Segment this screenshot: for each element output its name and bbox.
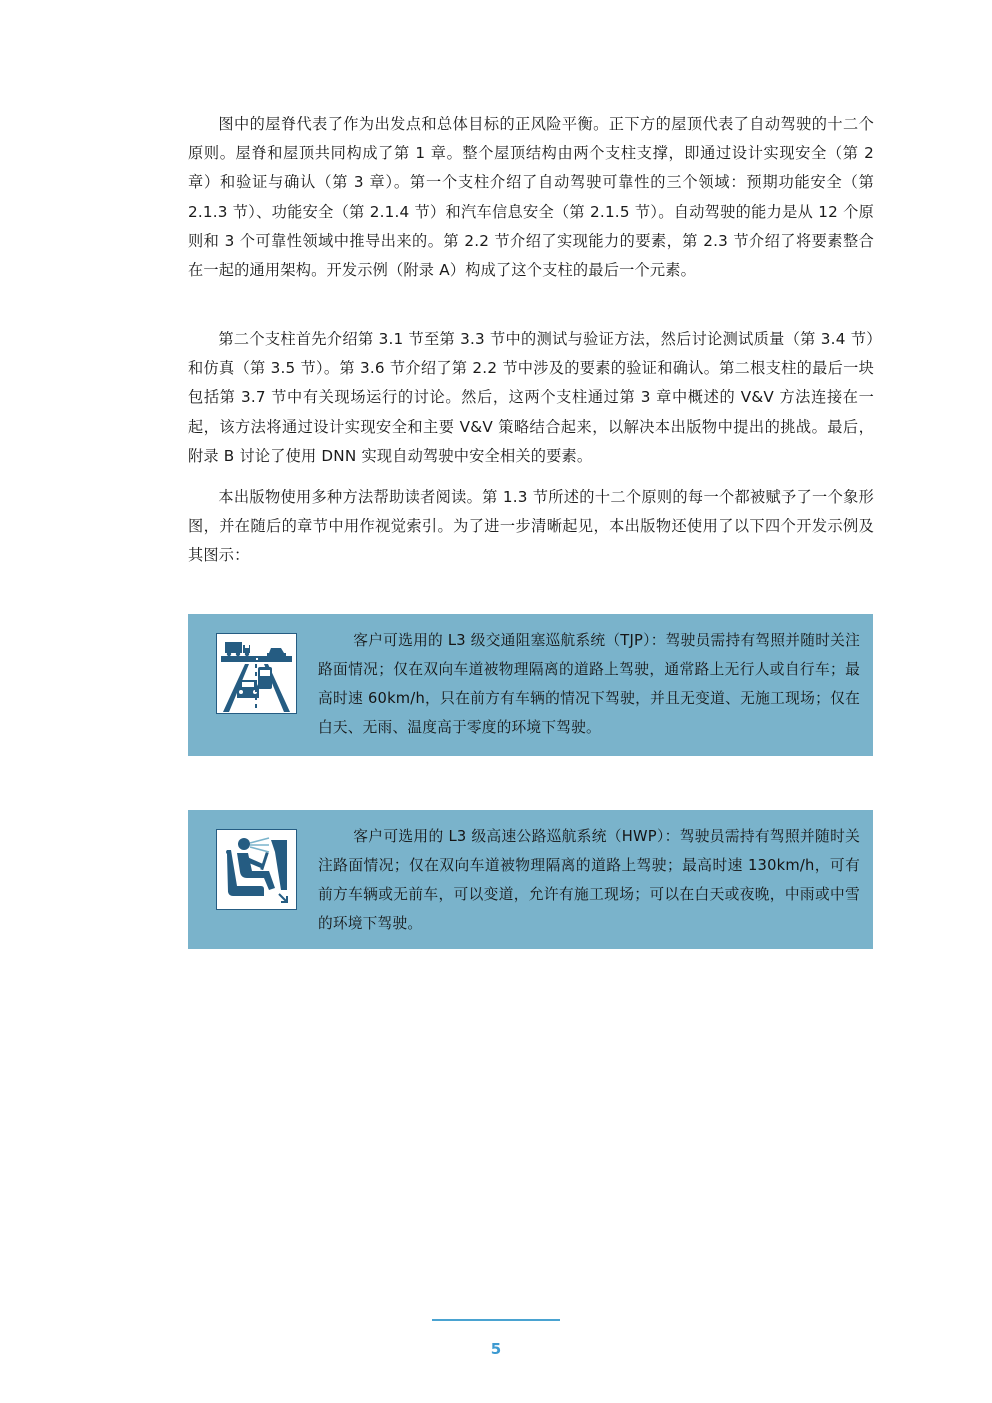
page-number: 5 — [490, 1340, 502, 1358]
footer-divider — [432, 1319, 560, 1321]
traffic-jam-icon — [216, 633, 297, 714]
example-box-hwp — [188, 810, 873, 949]
example-box-tjp — [188, 614, 873, 756]
example-text-tjp: 客户可选用的 L3 级交通阻塞巡航系统（TJP）：驾驶员需持有驾照并随时关注路面情况；仅在双向车道被物理隔离的道路上驾驶，通常路上无行人或自行车；最高时速 60km/h，只在前方有车辆的情况下驾驶，并且无变道、无施工现场；仅在白天、无雨、温度高于零度的环境下驾驶。 — [318, 632, 860, 736]
body-paragraph-3: 本出版物使用多种方法帮助读者阅读。第 1.3 节所述的十二个原则的每一个都被赋予了一个象形图，并在随后的章节中用作视觉索引。为了进一步清晰起见，本出版物还使用了以下四个开发示例及其图示： — [188, 488, 874, 565]
body-paragraph-2: 第二个支柱首先介绍第 3.1 节至第 3.3 节中的测试与验证方法，然后讨论测试质量（第 3.4 节）和仿真（第 3.5 节）。第 3.6 节介绍了第 2.2 节中涉及的要素的验证和确认。第二根支柱的最后一块包括第 3.7 节中有关现场运行的讨论。然后，这两个支柱通过第 3 章中概述的 V&V 方法连接在一起，该方法将通过设计实现安全和主要 V&V 策略结合起来，以解决本出版物中提出的挑战。最后，附录 B 讨论了使用 DNN 实现自动驾驶中安全相关的要素。 — [188, 330, 874, 465]
example-text-hwp: 客户可选用的 L3 级高速公路巡航系统（HWP）：驾驶员需持有驾照并随时关注路面情况；仅在双向车道被物理隔离的道路上驾驶；最高时速 130km/h，可有前方车辆或无前车，可以变道，允许有施工现场；可以在白天或夜晚，中雨或中雪的环境下驾驶。 — [318, 828, 860, 932]
seated-driver-icon — [216, 829, 297, 910]
body-paragraph-1: 图中的屋脊代表了作为出发点和总体目标的正风险平衡。正下方的屋顶代表了自动驾驶的十二个原则。屋脊和屋顶共同构成了第 1 章。整个屋顶结构由两个支柱支撑，即通过设计实现安全（第 2 章）和验证与确认（第 3 章）。第一个支柱介绍了自动驾驶可靠性的三个领域：预期功能安全（第 2.1.3 节）、功能安全（第 2.1.4 节）和汽车信息安全（第 2.1.5 节）。自动驾驶的能力是从 12 个原则和 3 个可靠性领域中推导出来的。第 2.2 节介绍了实现能力的要素，第 2.3 节介绍了将要素整合在一起的通用架构。开发示例（附录 A）构成了这个支柱的最后一个元素。 — [188, 115, 874, 280]
